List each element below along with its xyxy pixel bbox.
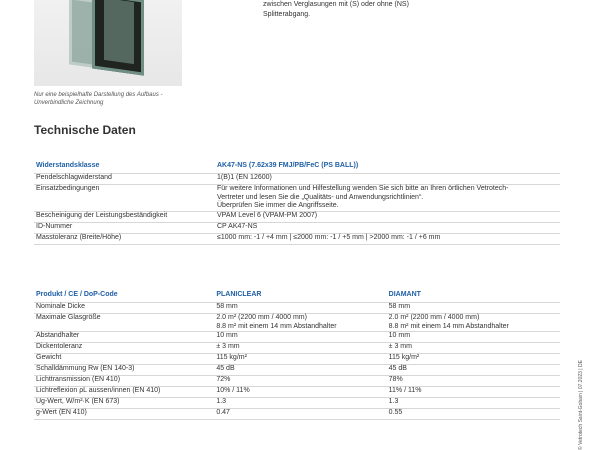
table-row <box>34 211 560 222</box>
table-row <box>34 343 560 354</box>
row-value: CP AK47-NS <box>217 222 560 233</box>
section-title: Technische Daten <box>34 123 136 137</box>
intro-text <box>263 0 433 20</box>
table-row <box>34 409 560 420</box>
table-row <box>34 387 560 398</box>
row-label: Abstandhalter <box>34 332 216 343</box>
row-label: Nominale Dicke <box>34 303 216 314</box>
table-row <box>34 332 560 343</box>
product-header-label: Produkt / CE / DoP-Code <box>34 289 216 303</box>
glass-construction-image <box>34 0 182 86</box>
diamant-value: 58 mm <box>389 303 560 314</box>
product-header-planiclear: PLANICLEAR <box>216 289 388 303</box>
row-value: 1(B)1 (EN 12600) <box>217 174 560 185</box>
row-label: Lichttransmission (EN 410) <box>34 376 216 387</box>
planiclear-value: 45 dB <box>216 365 388 376</box>
spec-header-row <box>34 160 560 174</box>
planiclear-value: 0.47 <box>216 409 388 420</box>
table-row <box>34 233 560 244</box>
diamant-value: 1.3 <box>389 398 560 409</box>
row-label: Maximale Glasgröße <box>34 314 216 332</box>
row-label: Dickentoleranz <box>34 343 216 354</box>
diamant-value: 45 dB <box>389 365 560 376</box>
diamant-value: 115 kg/m² <box>389 354 560 365</box>
table-row <box>34 303 560 314</box>
row-label: g-Wert (EN 410) <box>34 409 216 420</box>
table-row <box>34 174 560 185</box>
planiclear-value: 115 kg/m² <box>216 354 388 365</box>
table-row <box>34 354 560 365</box>
table-row <box>34 314 560 332</box>
spec-header-label: Widerstandsklasse <box>34 160 217 174</box>
diamant-value: ± 3 mm <box>389 343 560 354</box>
row-label: Bescheinigung der Leistungsbeständigkeit <box>34 211 217 222</box>
planiclear-value: 1.3 <box>216 398 388 409</box>
row-label: ID-Nummer <box>34 222 217 233</box>
row-value: VPAM Level 6 (VPAM-PM 2007) <box>217 211 560 222</box>
intro-line-2: Splitterabgang. <box>263 11 311 18</box>
table-row <box>34 376 560 387</box>
diamant-value: 78% <box>389 376 560 387</box>
planiclear-value: 72% <box>216 376 388 387</box>
spec-header-value: AK47-NS (7.62x39 FMJ/PB/FeC (PS BALL)) <box>217 160 560 174</box>
planiclear-value: 10% / 11% <box>216 387 388 398</box>
diamant-value: 0.55 <box>389 409 560 420</box>
planiclear-value: 2.0 m² (2200 mm / 4000 mm) 8.8 m² mit einem 14 mm Abstandhalter <box>216 314 388 332</box>
table-row <box>34 398 560 409</box>
row-label: Ug-Wert, W/m²·K (EN 673) <box>34 398 216 409</box>
table-row <box>34 185 560 212</box>
row-label: Pendelschlagwiderstand <box>34 174 217 185</box>
row-value: Für weitere Informationen und Hilfestellung wenden Sie sich bitte an Ihren örtlichen Vetrotech- Vertreter und lesen Sie die „Qualitäts- und Anwendungsrichtlinien“. Überprüfen Sie immer die Angriffsseite. <box>217 185 560 212</box>
row-value: ≤1000 mm: -1 / +4 mm | ≤2000 mm: -1 / +5 mm | >2000 mm: -1 / +6 mm <box>217 233 560 244</box>
diamant-value: 10 mm <box>389 332 560 343</box>
intro-line-1: zwischen Verglasungen mit (S) oder ohne (NS) <box>263 1 409 8</box>
row-label: Einsatzbedingungen <box>34 185 217 212</box>
table-row <box>34 365 560 376</box>
specification-table <box>34 160 560 245</box>
row-label: Lichtreflexion ρL aussen/innen (EN 410) <box>34 387 216 398</box>
planiclear-value: 10 mm <box>216 332 388 343</box>
diamant-value: 11% / 11% <box>389 387 560 398</box>
row-label: Masstoleranz (Breite/Höhe) <box>34 233 217 244</box>
product-table <box>34 289 560 420</box>
row-label: Gewicht <box>34 354 216 365</box>
figure-caption: Nur eine beispielhafte Darstellung des Aufbaus - Unverbindliche Zeichnung <box>34 92 163 106</box>
planiclear-value: ± 3 mm <box>216 343 388 354</box>
glass-pane-back <box>104 0 134 64</box>
table-row <box>34 222 560 233</box>
row-label: Schalldämmung Rw (EN 140-3) <box>34 365 216 376</box>
side-copyright-note: © Vetrotech Saint-Gobain | 07.2023 | DE <box>578 360 584 450</box>
diamant-value: 2.0 m² (2200 mm / 4000 mm) 8.8 m² mit einem 14 mm Abstandhalter <box>389 314 560 332</box>
product-header-diamant: DIAMANT <box>389 289 560 303</box>
planiclear-value: 58 mm <box>216 303 388 314</box>
product-header-row <box>34 289 560 303</box>
